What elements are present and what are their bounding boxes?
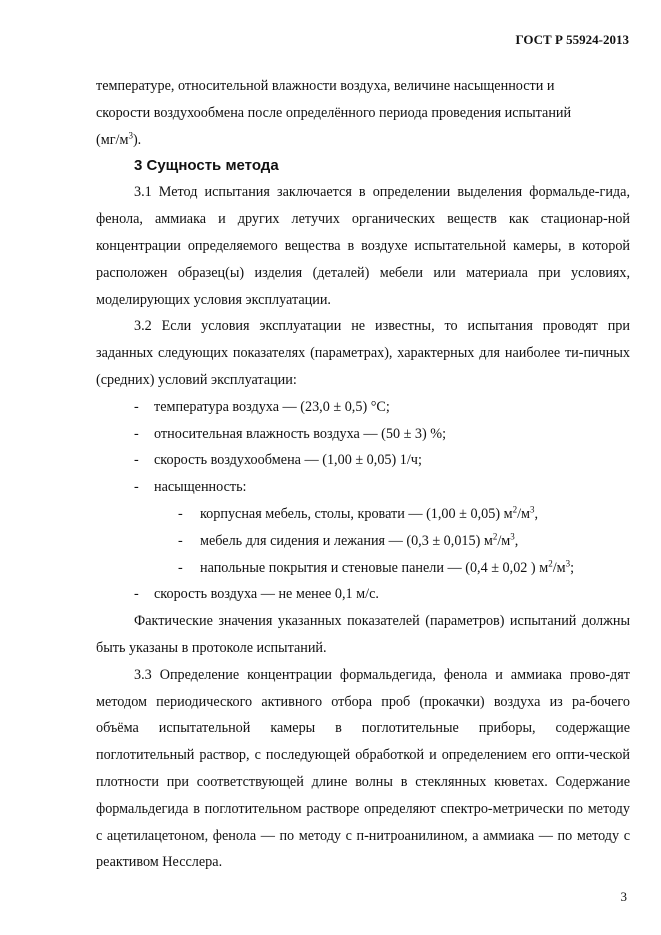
document-body bbox=[96, 73, 630, 876]
list-item-air-speed bbox=[96, 581, 630, 608]
paragraph-actual-values: Фактические значения указанных показателей (параметров) испытаний должны быть указаны в протоколе испытаний. bbox=[96, 613, 630, 656]
unit-exponent: 2 bbox=[548, 557, 553, 568]
list-item-air-speed-text: скорость воздуха — не менее 0,1 м/с. bbox=[154, 586, 379, 603]
list-item-saturation-text: насыщенность: bbox=[154, 479, 247, 496]
unit-exponent: 3 bbox=[530, 504, 535, 515]
section-heading: 3 Сущность метода bbox=[134, 157, 279, 175]
list-item-temperature bbox=[96, 394, 630, 421]
unit-exponent: 3 bbox=[510, 531, 515, 542]
unit-divider: /м bbox=[552, 559, 566, 576]
document-standard-number: ГОСТ Р 55924-2013 bbox=[515, 32, 629, 47]
paragraph-3-3: 3.3 Определение концентрации формальдегида, фенола и аммиака прово-дят методом периодического активного отбора проб (прокачки) воздуха из ра-бочего объёма испытательной камеры в поглотительные приборы, содержащие поглотительный раствор, с последующей обработкой и определением его опти-ческой плотности при соответствующей длине волны в стеклянных кюветах. Содержание формальдегида в поглотительном растворе определяют спектро-метрически по методу с ацетилацетоном, фенола — по методу с п-нитроанилином, а аммиака — по методу с реактивом Несслера. bbox=[96, 666, 630, 871]
list-item-saturation bbox=[96, 474, 630, 501]
sublist-item-seating-furniture bbox=[96, 528, 630, 555]
list-item-air-exchange-text: скорость воздухообмена — (1,00 ± 0,05) 1/ч; bbox=[154, 452, 422, 469]
intro-unit-exponent: 3 bbox=[128, 129, 133, 140]
list-dash: - bbox=[134, 398, 139, 415]
unit-divider: /м bbox=[517, 505, 531, 522]
page-number: 3 bbox=[620, 889, 627, 904]
unit-exponent: 2 bbox=[512, 504, 518, 515]
sublist-item-floor-wall bbox=[96, 555, 630, 582]
intro-line-2: скорости воздухообмена после определённого периода проведения испытаний bbox=[96, 104, 572, 121]
punctuation: , bbox=[514, 532, 519, 549]
intro-unit bbox=[96, 127, 630, 154]
paragraph-3-1: 3.1 Метод испытания заключается в определении выделения формальде-гида, фенола, аммиака и других летучих органических веществ как стационар-ной концентрации определяемого вещества в воздухе испытательной камеры, в которой расположен образец(ы) изделия (деталей) мебели или материала при условиях, моделирующих условия эксплуатации. bbox=[96, 184, 630, 308]
paragraph-3-2: 3.2 Если условия эксплуатации не известны, то испытания проводят при заданных следующих показателях (параметрах), характерных для наиболее ти-пичных (средних) условий эксплуатации: bbox=[96, 318, 630, 388]
sublist-item-cabinet-furniture bbox=[96, 501, 630, 528]
sublist-text: напольные покрытия и стеновые панели — (0,4 ± 0,02 ) м bbox=[200, 559, 549, 576]
punctuation: , bbox=[534, 505, 539, 522]
list-dash: - bbox=[178, 532, 183, 549]
sublist-text: корпусная мебель, столы, кровати — (1,00 ± 0,05) м bbox=[200, 505, 513, 522]
list-dash: - bbox=[134, 479, 139, 496]
list-dash: - bbox=[178, 559, 183, 576]
list-dash: - bbox=[134, 586, 139, 603]
list-dash: - bbox=[178, 505, 183, 522]
sublist-text: мебель для сидения и лежания — (0,3 ± 0,015) м bbox=[200, 532, 493, 549]
list-item-temperature-text: температура воздуха — (23,0 ± 0,5) °С; bbox=[154, 398, 390, 415]
punctuation: ; bbox=[570, 559, 575, 576]
intro-unit-end: ). bbox=[132, 131, 142, 148]
list-dash: - bbox=[134, 425, 139, 442]
list-item-humidity-text: относительная влажность воздуха — (50 ± 3) %; bbox=[154, 425, 447, 442]
unit-exponent: 2 bbox=[492, 531, 498, 542]
intro-unit-base: (мг/м bbox=[96, 131, 129, 148]
list-item-humidity bbox=[96, 421, 630, 448]
unit-divider: /м bbox=[497, 532, 511, 549]
list-dash: - bbox=[134, 452, 139, 469]
list-item-air-exchange bbox=[96, 447, 630, 474]
intro-line-1: температуре, относительной влажности воздуха, величине насыщенности и bbox=[96, 78, 555, 94]
unit-exponent: 3 bbox=[565, 557, 571, 568]
